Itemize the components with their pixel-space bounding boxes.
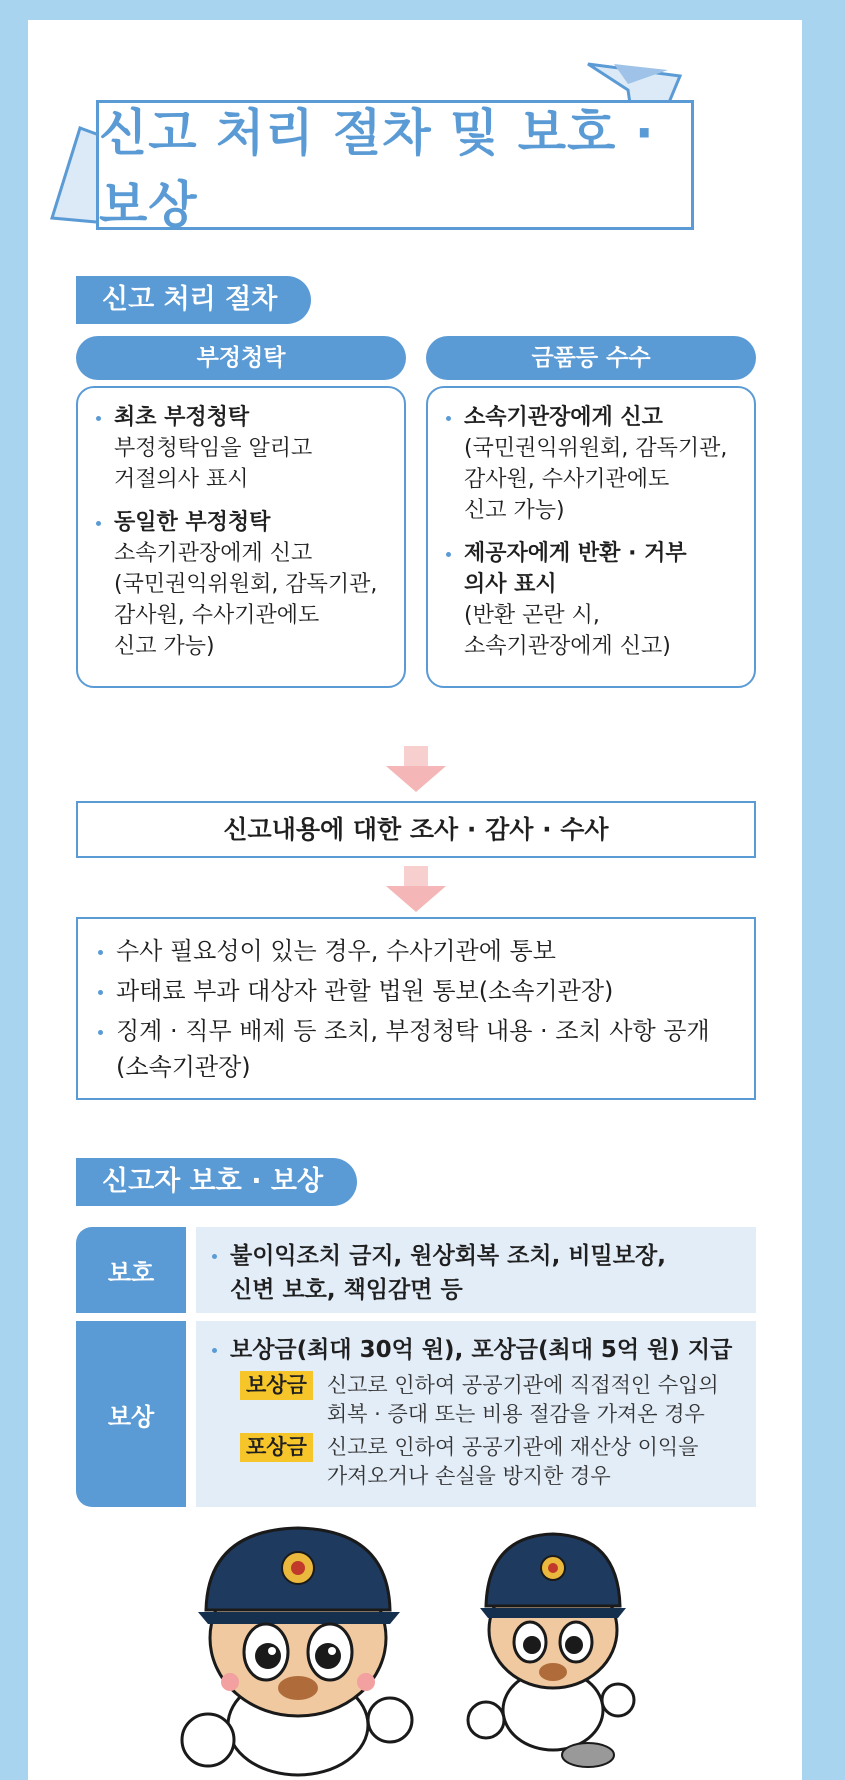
reward-tag-badge: 보상금 (240, 1371, 313, 1400)
column-header-gifts: 금품등 수수 (426, 336, 756, 380)
reward-detail-row (240, 1433, 740, 1491)
list-item (444, 538, 740, 662)
reward-body (196, 1321, 756, 1507)
item-description: 부정청탁임을 알리고 거절의사 표시 (114, 436, 313, 492)
result-item: 과태료 부과 대상자 관할 법원 통보(소속기관장) (96, 973, 736, 1009)
prize-tag-badge: 포상금 (240, 1433, 313, 1462)
police-mascot-small-icon (458, 1530, 648, 1770)
page-title: 신고 처리 절차 및 보호 · 보상 (99, 104, 655, 234)
protection-label: 보호 (76, 1227, 186, 1313)
list-item (444, 402, 740, 526)
section-heading-procedure: 신고 처리 절차 (76, 276, 311, 324)
protection-body (196, 1227, 756, 1313)
police-mascot-large-icon (168, 1520, 428, 1780)
reward-detail-row (240, 1371, 740, 1429)
title-banner (28, 20, 802, 280)
investigation-box: 신고내용에 대한 조사 · 감사 · 수사 (76, 801, 756, 858)
item-title: 동일한 부정청탁 (114, 510, 271, 535)
item-description: (국민권익위원회, 감독기관, 감사원, 수사기관에도 신고 가능) (464, 436, 728, 523)
result-item: 징계 · 직무 배제 등 조치, 부정청탁 내용 · 조치 사항 공개 (소속기관장) (96, 1013, 736, 1085)
column-box-solicitation (76, 386, 406, 688)
down-arrow-icon (386, 866, 446, 912)
down-arrow-icon (386, 746, 446, 792)
page-sheet (28, 20, 802, 1780)
column-box-gifts (426, 386, 756, 688)
result-item: 수사 필요성이 있는 경우, 수사기관에 통보 (96, 933, 736, 969)
protection-text: 불이익조치 금지, 원상회복 조치, 비밀보장, 신변 보호, 책임감면 등 (210, 1239, 740, 1307)
item-title: 최초 부정청탁 (114, 405, 250, 430)
reward-detail-text: 신고로 인하여 공공기관에 직접적인 수입의 회복 · 증대 또는 비용 절감을 가져온 경우 (326, 1373, 719, 1426)
item-description: (반환 곤란 시, 소속기관장에게 신고) (464, 603, 671, 659)
column-header-solicitation: 부정청탁 (76, 336, 406, 380)
item-title: 소속기관장에게 신고 (464, 405, 663, 430)
item-description: 소속기관장에게 신고 (국민권익위원회, 감독기관, 감사원, 수사기관에도 신고 가능) (114, 541, 378, 659)
reward-text: 보상금(최대 30억 원), 포상금(최대 5억 원) 지급 (210, 1333, 740, 1367)
section-heading-protection: 신고자 보호 · 보상 (76, 1158, 357, 1206)
title-frame (96, 100, 694, 234)
list-item (94, 402, 390, 495)
reward-detail-text: 신고로 인하여 공공기관에 재산상 이익을 가져오거나 손실을 방지한 경우 (326, 1435, 699, 1488)
reward-label: 보상 (76, 1321, 186, 1507)
results-box (76, 917, 756, 1100)
item-title: 제공자에게 반환 · 거부 의사 표시 (464, 541, 687, 597)
list-item (94, 507, 390, 662)
